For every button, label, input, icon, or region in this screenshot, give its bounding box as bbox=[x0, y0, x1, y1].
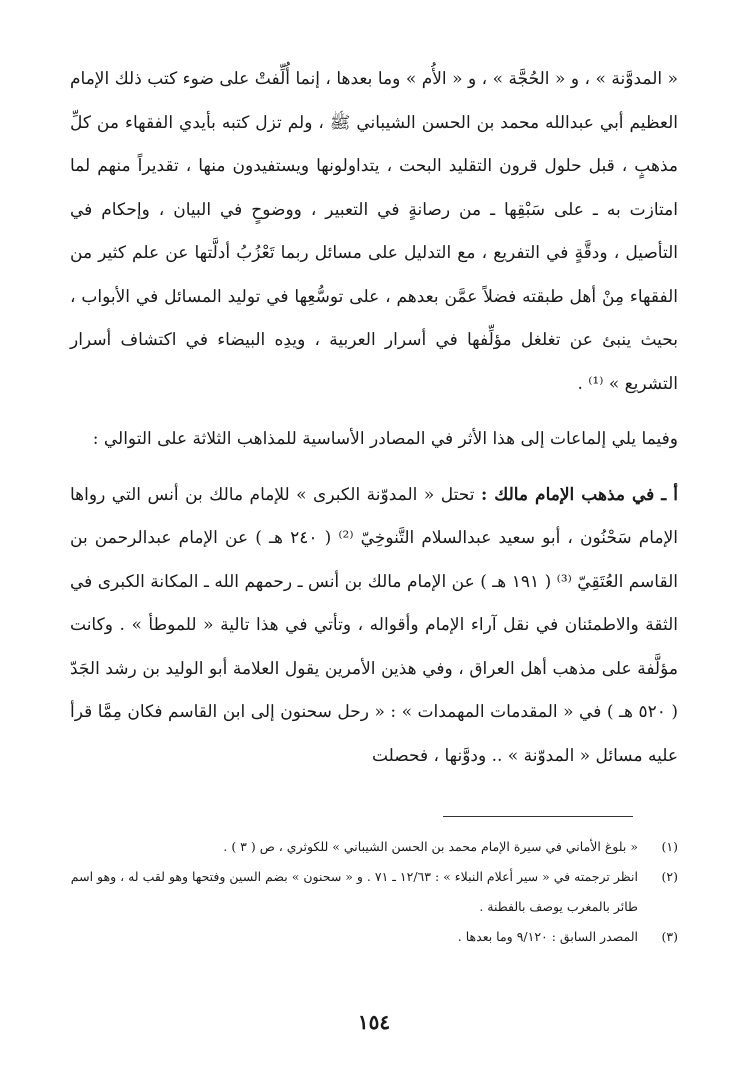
footnotes bbox=[70, 832, 678, 952]
main-text bbox=[70, 58, 678, 778]
paragraph-2: وفيما يلي إلماعات إلى هذا الأثر في المصادر الأساسية للمذاهب الثلاثة على التوالي : bbox=[92, 429, 678, 449]
footnote-text: انظر ترجمته في « سير أعلام النبلاء » : ١٢/٦٣ ـ ٧١ . و « سحنون » بضم السين وفتحها وهو لقب له ، وهو اسم طائر بالمغرب يوصف بالفطنة . bbox=[70, 869, 638, 914]
footnote-text: المصدر السابق : ٩/١٢٠ وما بعدها . bbox=[457, 929, 638, 944]
section-heading-maliki: أ ـ في مذهب الإمام مالك : bbox=[480, 484, 678, 505]
footnote-1 bbox=[70, 832, 678, 862]
footnote-divider bbox=[443, 816, 633, 817]
footnote-2 bbox=[70, 862, 678, 922]
footnote-text: « بلوغ الأماني في سيرة الإمام محمد بن الحسن الشيباني » للكوثري ، ص ( ٣ ) . bbox=[223, 839, 638, 854]
footnote-number: (٢) bbox=[661, 869, 678, 884]
paragraph-3 bbox=[70, 474, 678, 779]
paragraph-3-body: تحتل « المدوّنة الكبرى » للإمام مالك بن أنس التي رواها الإمام سَحْنُون ، أبو سعيد عبدالسلام التَّنوخِيّ ⁽²⁾ ( ٢٤٠ هـ ) عن الإمام عبدالرحمن بن القاسم العُتَقِيّ ⁽³⁾ ( ١٩١ هـ ) عن الإمام مالك بن أنس ـ رحمهم الله ـ المكانة الكبرى في الثقة والاطمئنان في نقل آراء الإمام وأقواله ، وتأتي في هذا تالية « للموطأ » . وكانت مؤلَّفة على مذهب أهل العراق ، وفي هذين الأمرين يقول العلامة أبو الوليد بن رشد الجَدّ ( ٥٢٠ هـ ) في « المقدمات المهمدات » : « رحل سحنون إلى ابن القاسم فكان مِمَّا قرأ عليه مسائل « المدوّنة » .. ودوَّنها ، فحصلت bbox=[70, 484, 679, 766]
footnote-number: (١) bbox=[661, 839, 678, 854]
footnote-number: (٣) bbox=[661, 929, 678, 944]
paragraph-1: « المدوَّنة » ، و « الحُجَّة » ، و « الأُم » وما بعدها ، إنما أُلِّفتْ على ضوء كتب ذلك الإمام العظيم أبي عبدالله محمد بن الحسن الشيباني ﷺ ، ولم تزل كتبه بأيدي الفقهاء من كلِّ مذهبٍ ، قبل حلول قرون التقليد البحت ، يتداولونها ويستفيدون منها ، تقديراً منهم لما امتازت به ـ على سَبْقِها ـ من رصانةٍ في التعبير ، ووضوحٍ في البيان ، وإحكام في التأصيل ، ودقَّةٍ في التفريع ، مع التدليل على مسائل ربما تَعْزُبُ أدلَّتها عن علم كثير من الفقهاء مِنْ أهل طبقته فضلاً عمَّن بعدهم ، على توسُّعِها في توليد المسائل في الأبواب ، بحيث ينبئ عن تغلغل مؤلِّفها في أسرار العربية ، ويدِه البيضاء في اكتشاف أسرار التشريع » ⁽¹⁾ . bbox=[70, 69, 678, 394]
footnote-3 bbox=[70, 922, 678, 952]
page-number: ١٥٤ bbox=[357, 1010, 391, 1034]
